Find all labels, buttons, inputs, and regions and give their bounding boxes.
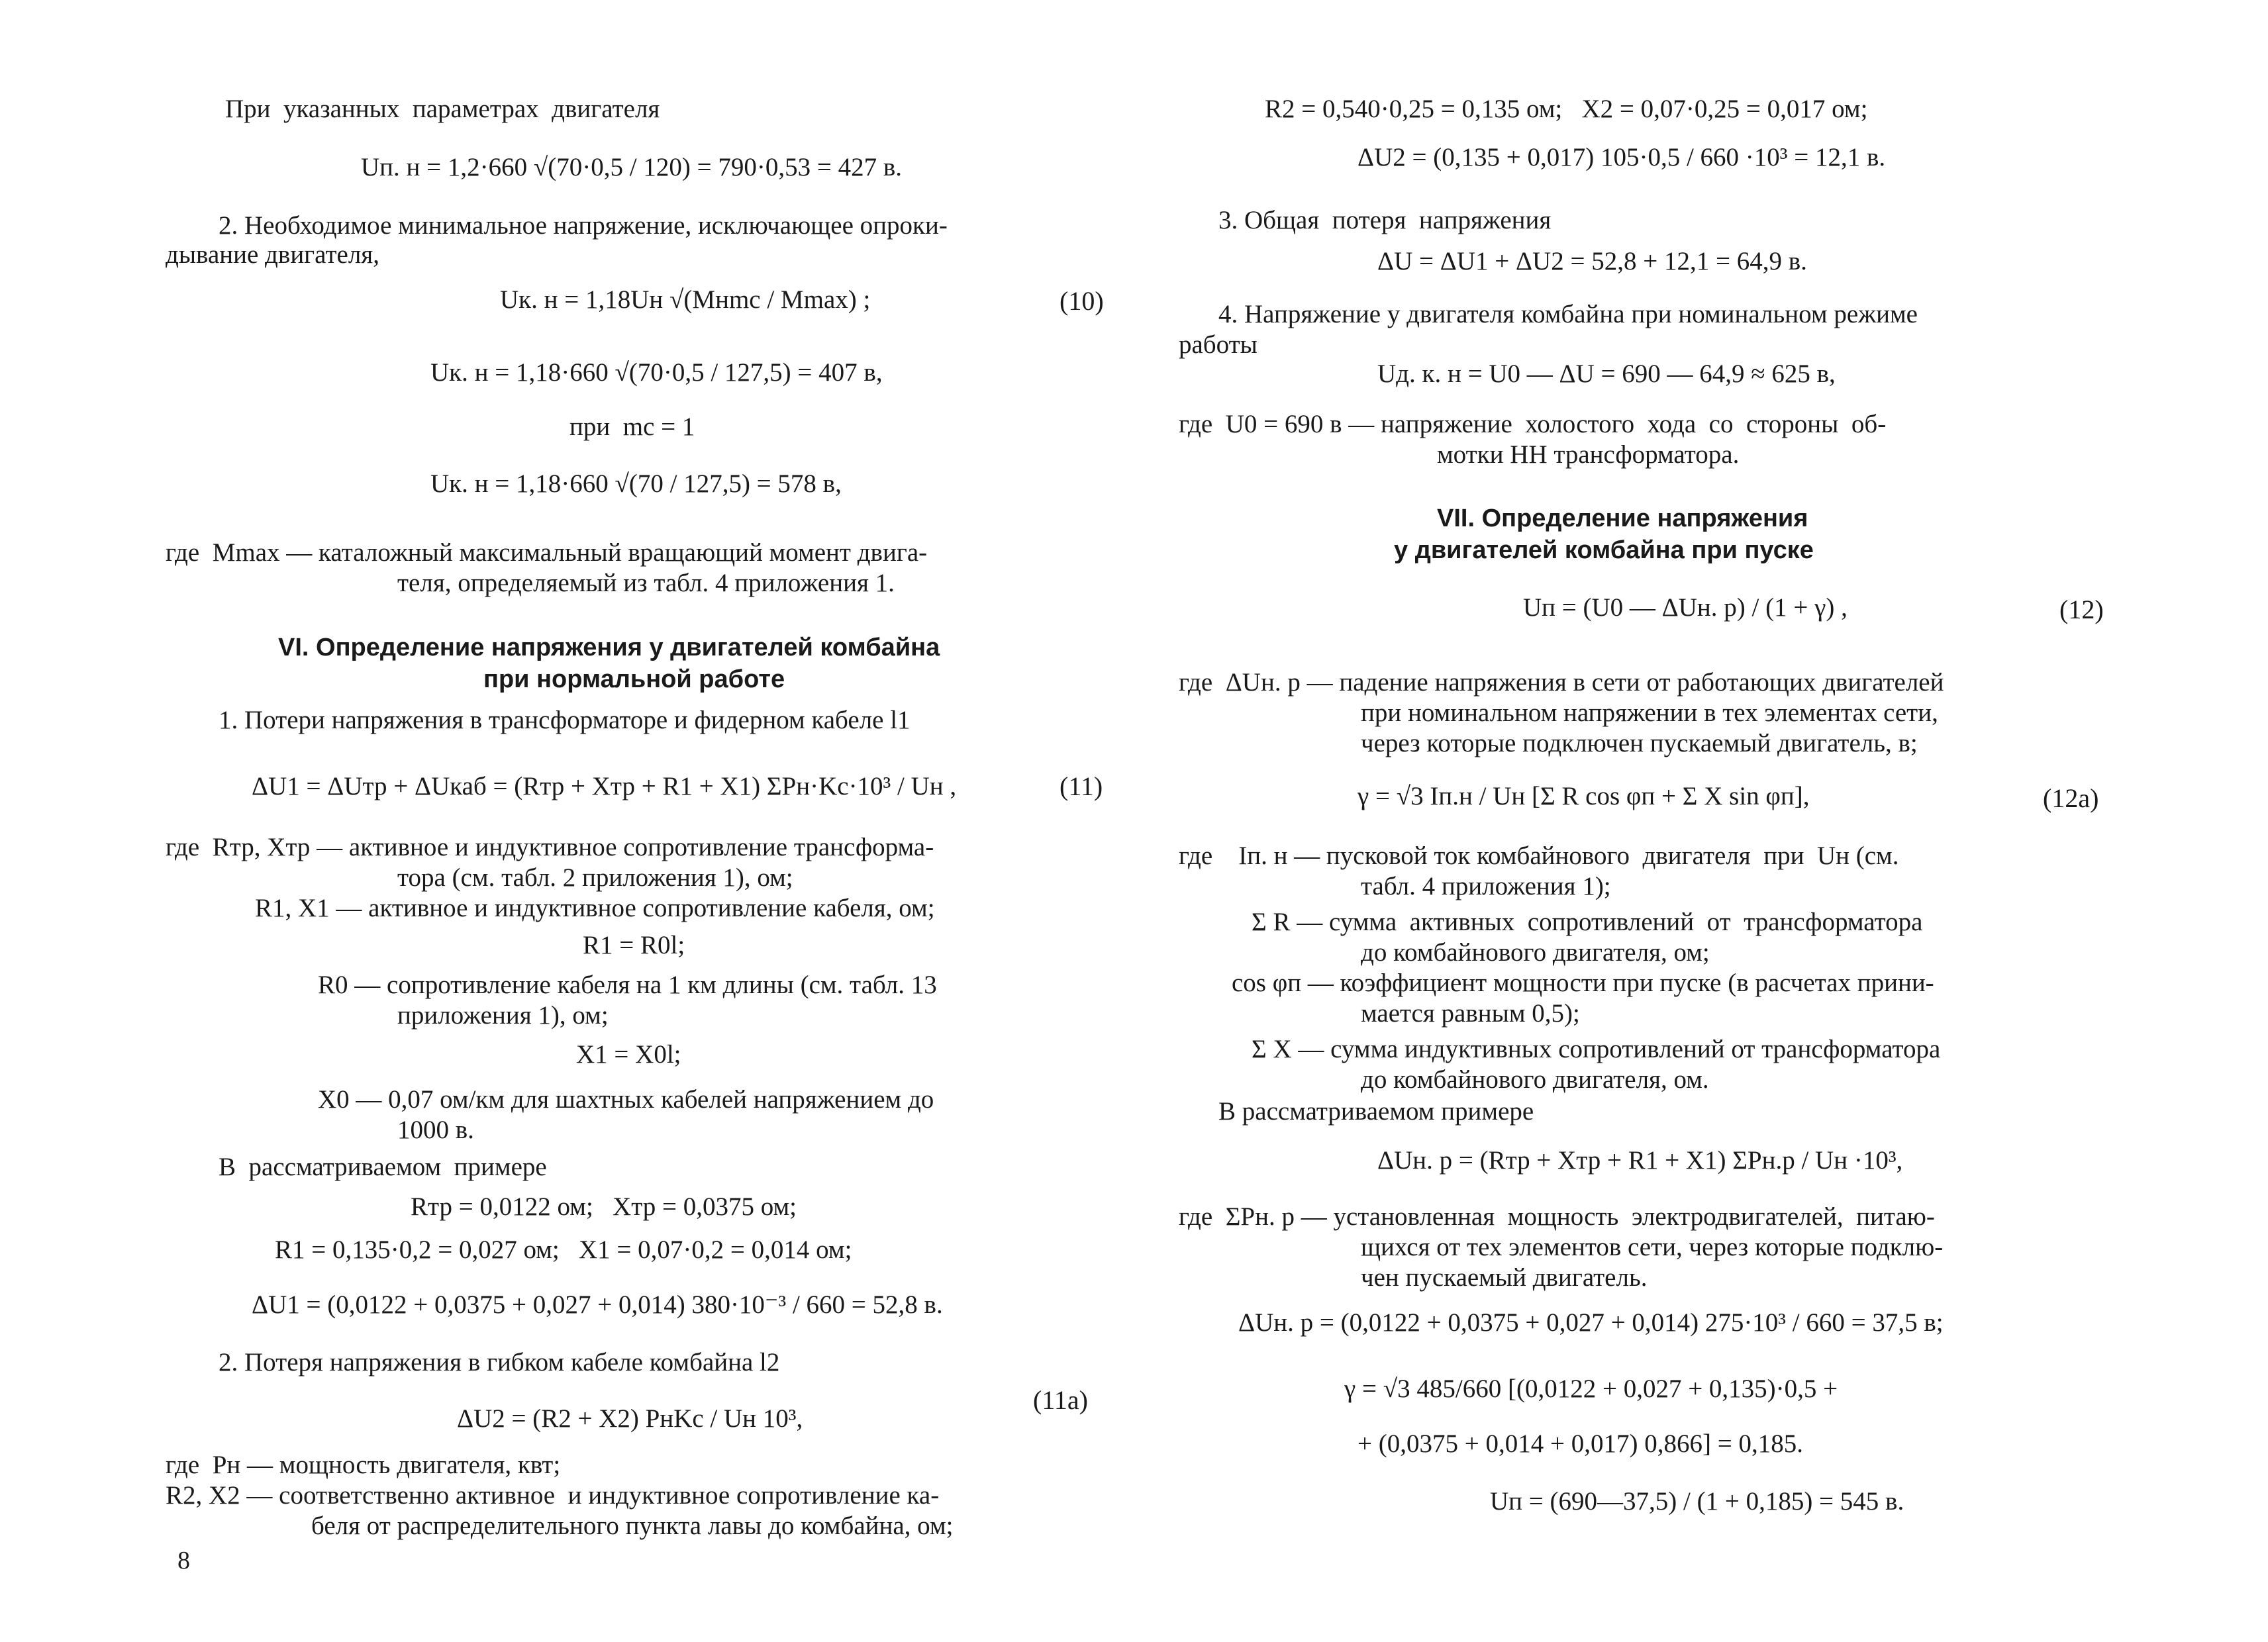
text-line: до комбайнового двигателя, ом; (1361, 938, 1710, 967)
text-line: 1. Потери напряжения в трансформаторе и фидерном кабеле l1 (219, 706, 911, 734)
text-line: Σ R — сумма активных сопротивлений от трансформатора (1252, 908, 1923, 936)
text-line: R0 — сопротивление кабеля на 1 км длины (см. табл. 13 (318, 971, 937, 999)
text-line: где Pн — мощность двигателя, квт; (166, 1451, 561, 1479)
equation: Uп = (690—37,5) / (1 + 0,185) = 545 в. (1490, 1487, 1904, 1516)
text-line: до комбайнового двигателя, ом. (1361, 1065, 1709, 1094)
text-line: через которые подключен пускаемый двигатель, в; (1361, 729, 1918, 757)
text-line: где Mmax — каталожный максимальный вращающий момент двига- (166, 538, 928, 567)
text-line: дывание двигателя, (166, 240, 379, 269)
text-line: 2. Потеря напряжения в гибком кабеле комбайна l2 (219, 1348, 780, 1376)
equation: Rтр = 0,0122 ом; Xтр = 0,0375 ом; (411, 1192, 797, 1221)
equation: Uд. к. н = U0 — ΔU = 690 — 64,9 ≈ 625 в, (1377, 360, 1836, 388)
equation-number: (12а) (2043, 783, 2099, 813)
equation: X1 = X0l; (576, 1040, 681, 1069)
equation: ΔU2 = (R2 + X2) PнKс / Uн 10³, (457, 1404, 803, 1433)
text-line: R2, X2 — соответственно активное и индуктивное сопротивление ка- (166, 1481, 940, 1510)
text-line: мается равным 0,5); (1361, 999, 1580, 1028)
equation: + (0,0375 + 0,014 + 0,017) 0,866] = 0,185. (1357, 1429, 1803, 1458)
section-heading: VII. Определение напряжения (1437, 505, 1808, 532)
text-line: при mс = 1 (569, 412, 695, 441)
text-line: чен пускаемый двигатель. (1361, 1263, 1648, 1292)
equation: ΔUн. р = (0,0122 + 0,0375 + 0,027 + 0,014) 275·10³ / 660 = 37,5 в; (1238, 1308, 1944, 1337)
text-line: щихся от тех элементов сети, через которые подклю- (1361, 1233, 1944, 1261)
equation: γ = √3 Iп.н / Uн [Σ R cos φп + Σ X sin φп], (1357, 782, 1810, 810)
equation: γ = √3 485/660 [(0,0122 + 0,027 + 0,135)·0,5 + (1344, 1375, 1838, 1403)
equation-number: (10) (1060, 286, 1104, 316)
text-line: где U0 = 690 в — напряжение холостого хода со стороны об- (1179, 410, 1887, 438)
equation: R1 = 0,135·0,2 = 0,027 ом; X1 = 0,07·0,2 = 0,014 ом; (275, 1235, 852, 1264)
equation-number: (11) (1060, 771, 1103, 801)
text-line: Σ X — сумма индуктивных сопротивлений от трансформатора (1252, 1035, 1941, 1063)
section-heading: у двигателей комбайна при пуске (1394, 536, 1814, 564)
equation: ΔU1 = ΔUтр + ΔUкаб = (Rтр + Xтр + R1 + X1) ΣPн·Kс·10³ / Uн , (252, 772, 957, 800)
text-line: при номинальном напряжении в тех элементах сети, (1361, 699, 1938, 727)
equation: R2 = 0,540·0,25 = 0,135 ом; X2 = 0,07·0,25 = 0,017 ом; (1265, 95, 1868, 123)
equation: ΔU1 = (0,0122 + 0,0375 + 0,027 + 0,014) 380·10⁻³ / 660 = 52,8 в. (252, 1290, 943, 1319)
equation: ΔU2 = (0,135 + 0,017) 105·0,5 / 660 ·10³ = 12,1 в. (1357, 143, 1886, 171)
text-line: При указанных параметрах двигателя (225, 95, 660, 123)
equation: ΔU = ΔU1 + ΔU2 = 52,8 + 12,1 = 64,9 в. (1377, 247, 1807, 275)
text-line: cos φп — коэффициент мощности при пуске (в расчетах прини- (1232, 969, 1934, 997)
text-line: R1, X1 — активное и индуктивное сопротивление кабеля, ом; (255, 894, 935, 922)
text-line: табл. 4 приложения 1); (1361, 872, 1611, 900)
text-line: 1000 в. (397, 1116, 474, 1144)
text-line: В рассматриваемом примере (219, 1153, 547, 1181)
equation: R1 = R0l; (583, 931, 685, 959)
text-line: где ΣPн. р — установленная мощность электродвигателей, питаю- (1179, 1202, 1935, 1231)
equation: Uп. н = 1,2·660 √(70·0,5 / 120) = 790·0,53 = 427 в. (361, 153, 902, 181)
equation: Uк. н = 1,18·660 √(70·0,5 / 127,5) = 407 в, (430, 358, 883, 387)
text-line: приложения 1), ом; (397, 1001, 609, 1030)
equation-number: (12) (2059, 595, 2104, 624)
text-line: мотки НН трансформатора. (1437, 440, 1740, 469)
text-line: X0 — 0,07 ом/км для шахтных кабелей напряжением до (318, 1085, 934, 1114)
text-line: где Iп. н — пусковой ток комбайнового двигателя при Uн (см. (1179, 842, 1899, 870)
equation: Uк. н = 1,18Uн √(Mнmс / Mmax) ; (500, 285, 871, 314)
text-line: беля от распределительного пункта лавы до комбайна, ом; (311, 1512, 954, 1540)
equation-number: (11а) (1033, 1385, 1088, 1415)
text-line: где ΔUн. р — падение напряжения в сети от работающих двигателей (1179, 668, 1944, 697)
section-heading: при нормальной работе (483, 665, 785, 693)
page-number: 8 (177, 1547, 190, 1574)
text-line: тора (см. табл. 2 приложения 1), ом; (397, 863, 793, 892)
equation: Uк. н = 1,18·660 √(70 / 127,5) = 578 в, (430, 469, 842, 498)
text-line: теля, определяемый из табл. 4 приложения 1. (397, 569, 895, 597)
equation: ΔUн. р = (Rтр + Xтр + R1 + X1) ΣPн.р / Uн ·10³, (1377, 1146, 1903, 1175)
text-line: работы (1179, 330, 1257, 359)
text-line: 3. Общая потеря напряжения (1218, 206, 1552, 234)
text-line: 4. Напряжение у двигателя комбайна при номинальном режиме (1218, 300, 1918, 328)
text-line: В рассматриваемом примере (1218, 1097, 1534, 1126)
equation: Uп = (U0 — ΔUн. р) / (1 + γ) , (1523, 593, 1848, 622)
text-line: 2. Необходимое минимальное напряжение, исключающее опроки- (219, 211, 948, 240)
section-heading: VI. Определение напряжения у двигателей комбайна (278, 634, 940, 661)
text-line: где Rтр, Xтр — активное и индуктивное сопротивление трансформа- (166, 833, 934, 861)
